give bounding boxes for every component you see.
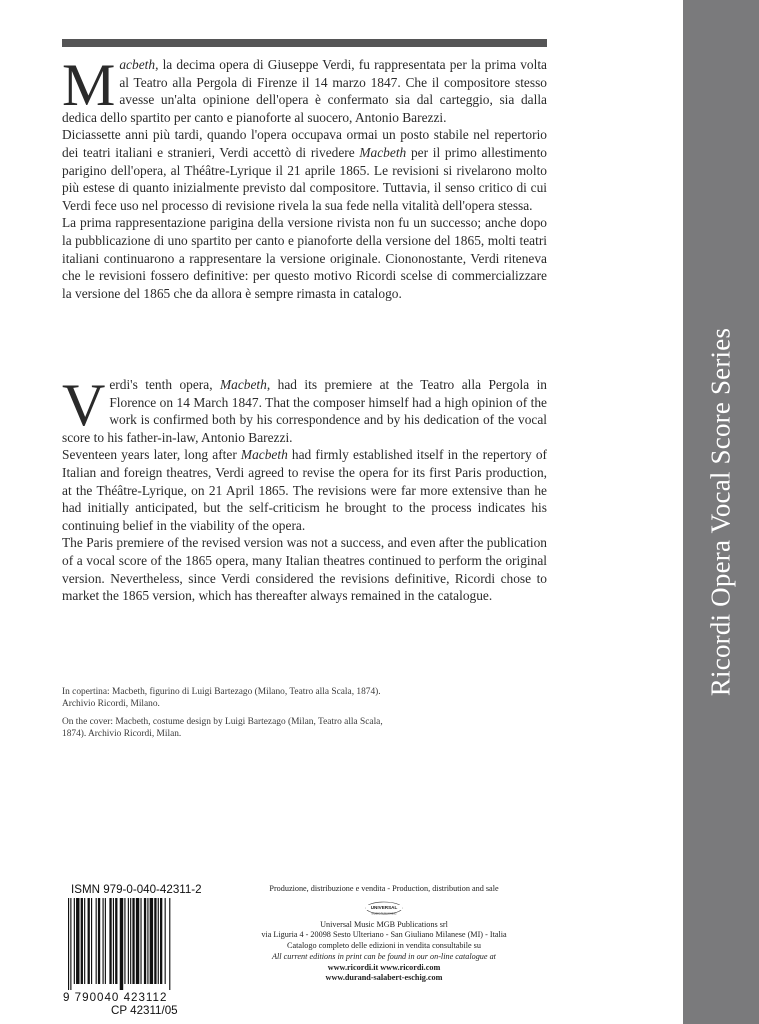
english-p1-b: , had its premiere at the Teatro alla Pergola in Florence on 14 March 1847. That the composer himself had a high opinion of the work is confirmed both by his correspondence and by his dedication of the vocal score to his father-in-law, Antonio Barezzi. [62, 377, 547, 445]
publisher-urls: www.ricordi.it www.ricordi.com [327, 962, 441, 972]
english-paragraph-2 [62, 446, 547, 534]
english-text [62, 372, 547, 605]
cover-credits [62, 686, 392, 746]
publisher-url-durand: www.durand-salabert-eschig.com [325, 973, 443, 983]
english-p2-em: Macbeth [240, 447, 288, 463]
top-rule [62, 39, 547, 47]
svg-text:MUSIC PUBLISHING: MUSIC PUBLISHING [371, 912, 397, 916]
italian-dropcap: M [62, 52, 116, 118]
italian-paragraph-2 [62, 126, 547, 214]
italian-paragraph-1 [62, 52, 547, 126]
catalog-note-english: All current editions in print can be found in our on-line catalogue at [272, 951, 496, 961]
barcode [62, 898, 212, 998]
universal-music-publishing-logo [363, 897, 405, 919]
catalog-note-italian: Catalogo completo delle edizioni in vendita consultabile su [287, 941, 481, 951]
italian-text [62, 52, 547, 302]
credit-english: On the cover: Macbeth, costume design by Luigi Bartezago (Milan, Teatro alla Scala, 1874). Archivio Ricordi, Milan. [62, 717, 383, 739]
catalog-number: CP 42311/05 [111, 1004, 178, 1017]
italian-p1-text: , la decima opera di Giuseppe Verdi, fu rappresentata per la prima volta al Teatro alla Pergola di Firenze il 14 marzo 1847. Che il compositore stesso avesse un'alta opinione dell'opera è confermato sia dal carteggio, sia dalla dedica dello spartito per canto e pianoforte al suocero, Antonio Barezzi. [62, 57, 547, 125]
english-p2-a: Seventeen years later, long after [62, 447, 241, 463]
english-p1-em: Macbeth [220, 377, 267, 392]
publisher-production-line: Produzione, distribuzione e vendita - Production, distribution and sale [269, 884, 499, 893]
english-paragraph-3: The Paris premiere of the revised version was not a success, and even after the publication of a vocal score of the 1865 opera, many Italian theatres continued to perform the original version. Nevertheless, since Verdi considered the revisions definitive, Ricordi chose to market the 1865 version, which has thereafter always remained in the catalogue. [62, 535, 547, 604]
svg-text:UNIVERSAL: UNIVERSAL [370, 904, 398, 910]
isbn-label: ISMN 979-0-040-42311-2 [71, 883, 202, 896]
barcode-digits: 9 790040 423112 [63, 991, 168, 1004]
english-dropcap: V [62, 372, 106, 438]
publisher-address: via Liguria 4 - 20098 Sesto Ulteriano - San Giuliano Milanese (MI) - Italia [261, 930, 507, 940]
publisher-name: Universal Music MGB Publications srl [320, 919, 448, 929]
italian-title-em: acbeth [119, 57, 156, 72]
english-paragraph-1 [62, 372, 547, 446]
english-p1-a: erdi's tenth opera, [109, 377, 220, 392]
italian-p2-b: per il primo allestimento parigino dell'opera, al Théâtre-Lyrique il 21 aprile 1865. Le revisioni si rivelarono molto più estese di quanto inizialmente previsto dal compositore. Tuttavia, il senso critico di cui Verdi fece uso nel processo di revisione rivela la sua fede nella vitalità dell'opera stessa. [62, 144, 547, 213]
credit-italian: In copertina: Macbeth, figurino di Luigi Bartezago (Milano, Teatro alla Scala, 1874). Archivio Ricordi, Milano. [62, 687, 381, 709]
english-p2-b: had firmly established itself in the repertory of Italian and foreign theatres, Verdi agreed to revise the opera for its first Paris production, at the Théâtre-Lyrique, on 21 April 1865. The revisions were far more extensive than he had initially anticipated, but the self-criticism he brought to the process indicates his continuing belief in the viability of the opera. [62, 447, 547, 533]
italian-paragraph-3: La prima rappresentazione parigina della versione rivista non fu un successo; anche dopo la pubblicazione di uno spartito per canto e pianoforte della versione del 1865, molti teatri italiani continuarono a rappresentare la versione originale. Ciononostante, Verdi riteneva che le revisioni fossero definitive: per questo motivo Ricordi scelse di commercializzare la versione del 1865 che da allora è sempre rimasta in catalogo. [62, 215, 547, 301]
publisher-block [250, 884, 518, 984]
series-title: Ricordi Opera Vocal Score Series [705, 327, 736, 697]
italian-p2-a: Diciassette anni più tardi, quando l'opera occupava ormai un posto stabile nel repertorio dei teatri italiani e stranieri, Verdi accettò di rivedere [62, 127, 547, 160]
italian-p2-em: Macbeth [359, 144, 407, 160]
